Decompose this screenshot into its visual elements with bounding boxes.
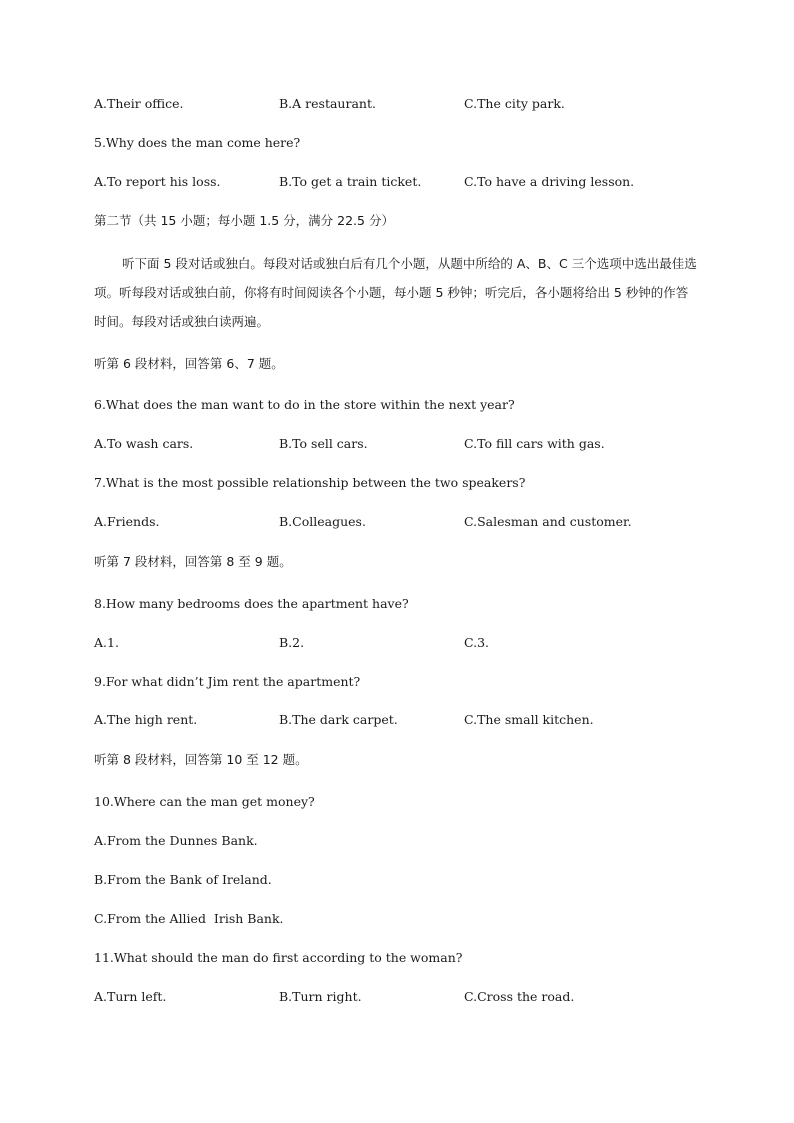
q9-question: 9.For what didn’t Jim rent the apartment? xyxy=(94,674,361,689)
q6-option-c: C.To fill cars with gas. xyxy=(464,436,605,451)
q5-option-b: B.To get a train ticket. xyxy=(279,174,422,189)
section2-heading: 第二节（共 15 小题；每小题 1.5 分，满分 22.5 分） xyxy=(94,213,394,228)
q6-options xyxy=(94,436,714,452)
section2-instructions: 听下面 5 段对话或独白。每段对话或独白后有几个小题，从题中所给的 A、B、C 三个选项中选出最佳选项。听每段对话或独白前，你将有时间阅读各个小题，每小题 5 秒钟；听完后，各小题将给出 5 秒钟的作答时间。每段对话或独白读两遍。 xyxy=(94,256,697,329)
q9-option-c: C.The small kitchen. xyxy=(464,712,594,727)
q4-option-c: C.The city park. xyxy=(464,96,565,111)
q4-options xyxy=(94,96,714,112)
q9-option-b: B.The dark carpet. xyxy=(279,712,398,727)
q5-question: 5.Why does the man come here? xyxy=(94,135,301,150)
q7-option-b: B.Colleagues. xyxy=(279,514,366,529)
q4-option-a: A.Their office. xyxy=(94,96,184,111)
q6-option-b: B.To sell cars. xyxy=(279,436,368,451)
q11-option-a: A.Turn left. xyxy=(94,989,167,1004)
passage8-instruction: 听第 8 段材料，回答第 10 至 12 题。 xyxy=(94,752,308,767)
q8-option-a: A.1. xyxy=(94,635,119,650)
passage7-instruction: 听第 7 段材料，回答第 8 至 9 题。 xyxy=(94,554,292,569)
q11-option-b: B.Turn right. xyxy=(279,989,362,1004)
q8-option-b: B.2. xyxy=(279,635,305,650)
q8-question: 8.How many bedrooms does the apartment have? xyxy=(94,596,409,611)
q11-question: 11.What should the man do first according to the woman? xyxy=(94,950,463,965)
q10-option-a: A.From the Dunnes Bank. xyxy=(94,833,258,848)
q4-option-b: B.A restaurant. xyxy=(279,96,376,111)
q7-question: 7.What is the most possible relationship between the two speakers? xyxy=(94,475,526,490)
q10-question: 10.Where can the man get money? xyxy=(94,794,315,809)
q9-option-a: A.The high rent. xyxy=(94,712,198,727)
q8-option-c: C.3. xyxy=(464,635,490,650)
q10-option-b: B.From the Bank of Ireland. xyxy=(94,872,272,887)
q6-question: 6.What does the man want to do in the store within the next year? xyxy=(94,397,515,412)
q5-options xyxy=(94,174,714,190)
q11-options xyxy=(94,989,714,1005)
q8-options xyxy=(94,635,714,651)
q7-options xyxy=(94,514,714,530)
q7-option-a: A.Friends. xyxy=(94,514,160,529)
passage6-instruction: 听第 6 段材料，回答第 6、7 题。 xyxy=(94,356,284,371)
q6-option-a: A.To wash cars. xyxy=(94,436,194,451)
q7-option-c: C.Salesman and customer. xyxy=(464,514,632,529)
q11-option-c: C.Cross the road. xyxy=(464,989,575,1004)
q5-option-a: A.To report his loss. xyxy=(94,174,221,189)
q5-option-c: C.To have a driving lesson. xyxy=(464,174,635,189)
q10-option-c: C.From the Allied Irish Bank. xyxy=(94,911,284,926)
q9-options xyxy=(94,712,714,728)
